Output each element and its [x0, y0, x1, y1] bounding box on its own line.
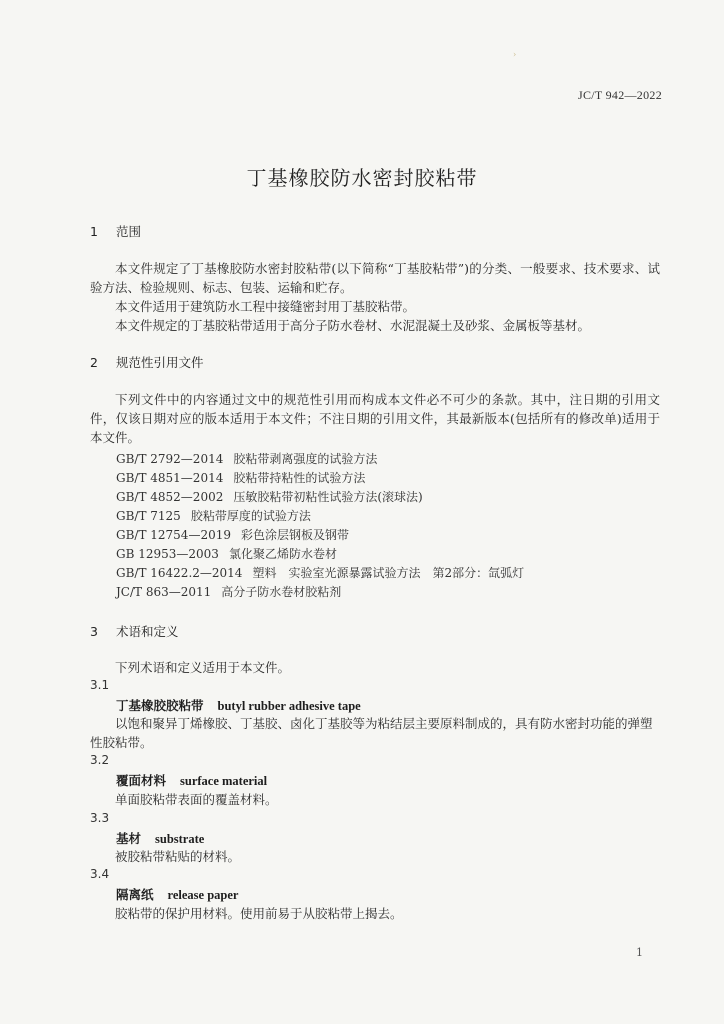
term-definition: 以饱和聚异丁烯橡胶、丁基胶、卤化丁基胶等为粘结层主要原料制成的，具有防水密封功能的弹塑性胶粘带。 [90, 716, 653, 750]
term-definition: 被胶粘带粘贴的材料。 [115, 849, 241, 864]
term-chinese: 隔离纸 [116, 887, 154, 902]
reference-code: JC/T 863—2011 [116, 585, 212, 599]
term-number: 3.1 [90, 678, 110, 692]
section-number: 3 [90, 624, 98, 639]
scope-paragraph: 本文件适用于建筑防水工程中接缝密封用丁基胶粘带。 [115, 299, 416, 314]
reference-name: 塑料 实验室光源暴露试验方法 第2部分：氙弧灯 [252, 566, 525, 580]
section-title: 规范性引用文件 [115, 355, 204, 370]
reference-item [116, 583, 341, 600]
reference-item [116, 526, 349, 543]
term-heading [116, 829, 204, 847]
reference-item [116, 488, 423, 505]
reference-item [116, 564, 524, 581]
reference-code: GB/T 7125 [116, 509, 181, 523]
term-heading [116, 771, 267, 789]
reference-code: GB 12953—2003 [116, 547, 219, 561]
reference-name: 胶粘带厚度的试验方法 [190, 509, 311, 523]
term-chinese: 丁基橡胶胶粘带 [116, 698, 204, 713]
scope-paragraph: 本文件规定的丁基胶粘带适用于高分子防水卷材、水泥混凝土及砂浆、金属板等基材。 [115, 318, 591, 333]
reference-item [116, 469, 365, 486]
section-number: 1 [90, 224, 98, 239]
term-definition: 单面胶粘带表面的覆盖材料。 [115, 792, 278, 807]
terms-intro: 下列术语和定义适用于本文件。 [115, 660, 291, 675]
term-english: butyl rubber adhesive tape [217, 699, 361, 713]
reference-name: 高分子防水卷材胶粘剂 [221, 585, 342, 599]
term-number: 3.3 [90, 811, 110, 825]
reference-name: 胶粘带持粘性的试验方法 [233, 471, 366, 485]
reference-name: 彩色涂层钢板及钢带 [240, 528, 349, 542]
term-chinese: 基材 [116, 831, 142, 846]
term-number: 3.2 [90, 753, 110, 767]
page-number: 1 [636, 946, 643, 959]
document-title: 丁基橡胶防水密封胶粘带 [246, 166, 478, 190]
reference-name: 氯化聚乙烯防水卷材 [228, 547, 337, 561]
section-title: 范围 [115, 224, 141, 239]
section-2-heading [90, 353, 204, 371]
term-chinese: 覆面材料 [116, 773, 167, 788]
references-intro: 下列文件中的内容通过文中的规范性引用而构成本文件必不可少的条款。其中，注日期的引用文件，仅该日期对应的版本适用于本文件；不注日期的引用文件，其最新版本(包括所有的修改单)适用于本文件。 [90, 392, 660, 445]
reference-item [116, 507, 311, 524]
term-english: surface material [180, 774, 268, 788]
section-1-heading [90, 222, 141, 240]
term-english: substrate [155, 832, 205, 846]
scope-paragraph: 本文件规定了丁基橡胶防水密封胶粘带(以下简称“丁基胶粘带”)的分类、一般要求、技术要求、试验方法、检验规则、标志、包装、运输和贮存。 [90, 261, 660, 295]
reference-name: 胶粘带剥离强度的试验方法 [233, 452, 378, 466]
reference-item [116, 450, 377, 467]
term-heading [116, 885, 238, 903]
reference-code: GB/T 16422.2—2014 [116, 566, 243, 580]
section-3-heading [90, 622, 179, 640]
reference-code: GB/T 2792—2014 [116, 452, 224, 466]
term-number: 3.4 [90, 867, 110, 881]
reference-item [116, 545, 337, 562]
reference-name: 压敏胶粘带初粘性试验方法(滚球法) [233, 490, 423, 504]
section-title: 术语和定义 [115, 624, 179, 639]
standard-code: JC/T 942—2022 [577, 88, 662, 102]
term-definition: 胶粘带的保护用材料。使用前易于从胶粘带上揭去。 [115, 906, 403, 921]
term-english: release paper [167, 888, 239, 902]
reference-code: GB/T 12754—2019 [116, 528, 231, 542]
term-heading [116, 696, 361, 714]
scan-speck-mark: › [513, 50, 517, 59]
section-number: 2 [90, 355, 98, 370]
reference-code: GB/T 4852—2002 [116, 490, 224, 504]
reference-code: GB/T 4851—2014 [116, 471, 224, 485]
